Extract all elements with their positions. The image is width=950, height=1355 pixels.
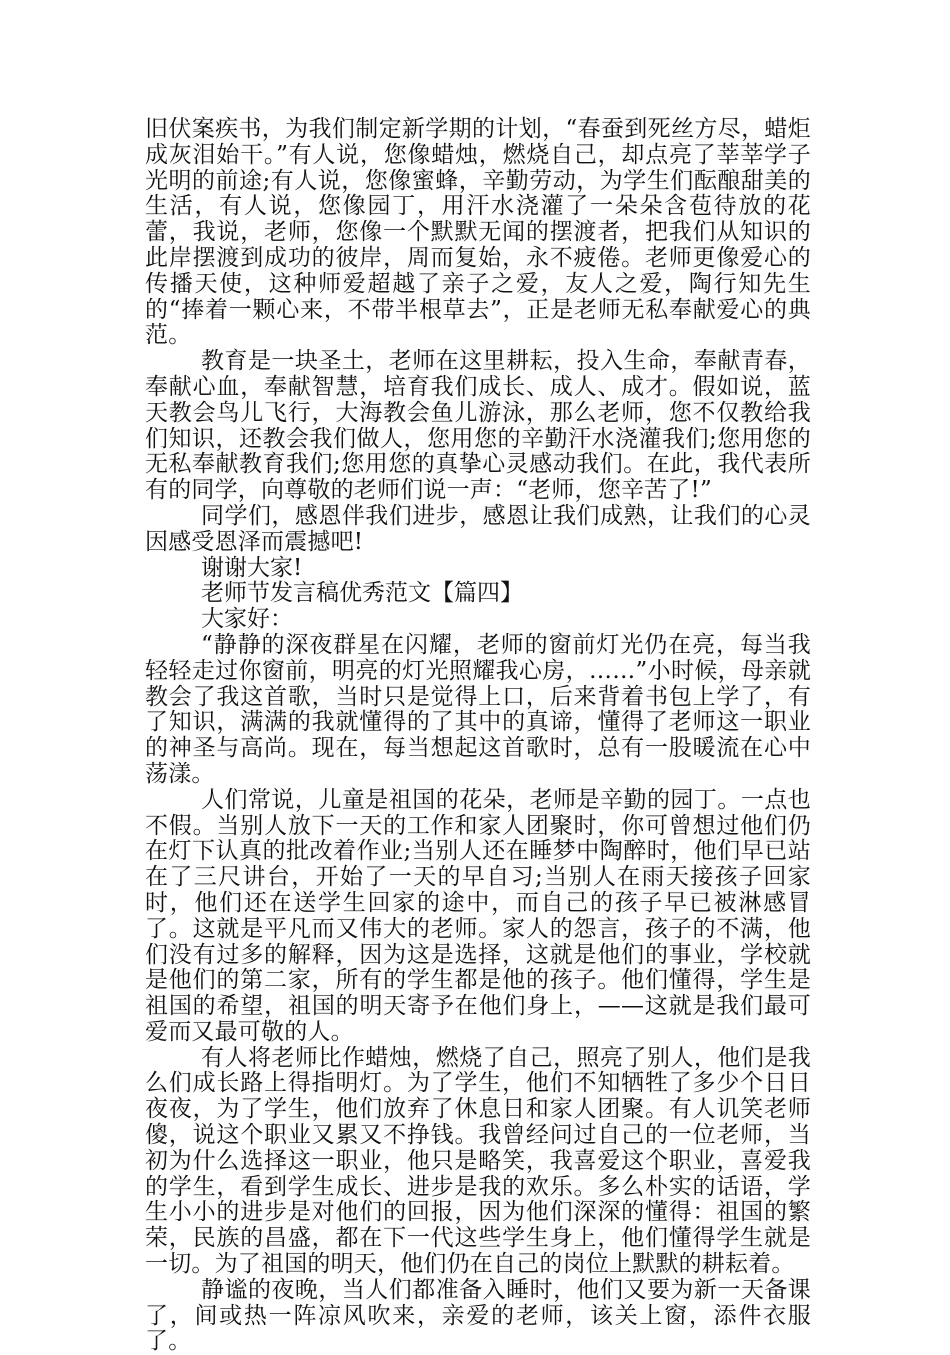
- thanks-line: 谢谢大家!: [201, 554, 303, 581]
- paragraph-2: 教育是一块圣土，老师在这里耕耘，投入生命，奉献青春，奉献心血，奉献智慧，培育我们成长、成人、成才。假如说，蓝天教会鸟儿飞行，大海教会鱼儿游泳，那么老师，您不仅教给我们知识，还教会我们做人，您用您的辛勤汗水浇灌我们;您用您的无私奉献教育我们;您用您的真挚心灵感动我们。在此，我代表所有的同学，向尊敬的老师们说一声：“老师，您辛苦了!”: [145, 348, 811, 504]
- paragraph-5: 人们常说，儿童是祖国的花朵，老师是辛勤的园丁。一点也不假。当别人放下一天的工作和家人团聚时，你可曾想过他们仍在灯下认真的批改着作业;当别人还在睡梦中陶醉时，他们早已站在了三尺讲台，开始了一天的早自习;当别人在雨天接孩子回家时，他们还在送学生回家的途中，而自己的孩子早已被淋感冒了。这就是平凡而又伟大的老师。家人的怨言，孩子的不满，他们没有过多的解释，因为这是选择，这就是他们的事业，学校就是他们的第二家，所有的学生都是他的孩子。他们懂得，学生是祖国的希望，祖国的明天寄予在他们身上，——这就是我们最可爱而又最可敬的人。: [145, 786, 811, 1045]
- paragraph-4: “静静的深夜群星在闪耀，老师的窗前灯光仍在亮，每当我轻轻走过你窗前，明亮的灯光照耀我心房，……”小时候，母亲就教会了我这首歌，当时只是觉得上口，后来背着书包上学了，有了知识，满满的我就懂得的了其中的真谛，懂得了老师这一职业的神圣与高尚。现在，每当想起这首歌时，总有一股暖流在心中荡漾。: [145, 631, 811, 787]
- section-title: 老师节发言稿优秀范文【篇四】: [201, 580, 523, 607]
- paragraph-1: 旧伏案疾书，为我们制定新学期的计划，“春蚕到死丝方尽，蜡炬成灰泪始干。”有人说，您像蜡烛，燃烧自己，却点亮了莘莘学子光明的前途;有人说，您像蜜蜂，辛勤劳动，为学生们酝酿甜美的生活，有人说，您像园丁，用汗水浇灌了一朵朵含苞待放的花蕾，我说，老师，您像一个默默无闻的摆渡者，把我们从知识的此岸摆渡到成功的彼岸，周而复始，永不疲倦。老师更像爱心的传播天使，这种师爱超越了亲子之爱，友人之爱，陶行知先生的“捧着一颗心来，不带半根草去”，正是老师无私奉献爱心的典范。: [145, 116, 811, 349]
- greeting-line: 大家好：: [201, 606, 293, 633]
- paragraph-6: 有人将老师比作蜡烛，燃烧了自己，照亮了别人，他们是我么们成长路上得指明灯。为了学生，他们不知牺牲了多少个日日夜夜，为了学生，他们放弃了休息日和家人团聚。有人讥笑老师傻，说这个职业又累又不挣钱。我曾经问过自己的一位老师，当初为什么选择这一职业，他只是略笑，我喜爱这个职业，喜爱我的学生，看到学生成长、进步是我的欢乐。多么朴实的话语，学生小小的进步是对他们的回报，因为他们深深的懂得：祖国的繁荣，民族的昌盛，都在下一代这些学生身上，他们懂得学生就是一切。为了祖国的明天，他们仍在自己的岗位上默默的耕耘着。: [145, 1044, 811, 1278]
- paragraph-3: 同学们，感恩伴我们进步，感恩让我们成熟，让我们的心灵因感受恩泽而震撼吧!: [145, 502, 811, 555]
- document-body: [145, 117, 811, 1355]
- paragraph-7: 静谧的夜晚，当人们都准备入睡时，他们又要为新一天备课了，间或热一阵凉风吹来，亲爱的老师，该关上窗，添件衣服了。: [145, 1276, 811, 1355]
